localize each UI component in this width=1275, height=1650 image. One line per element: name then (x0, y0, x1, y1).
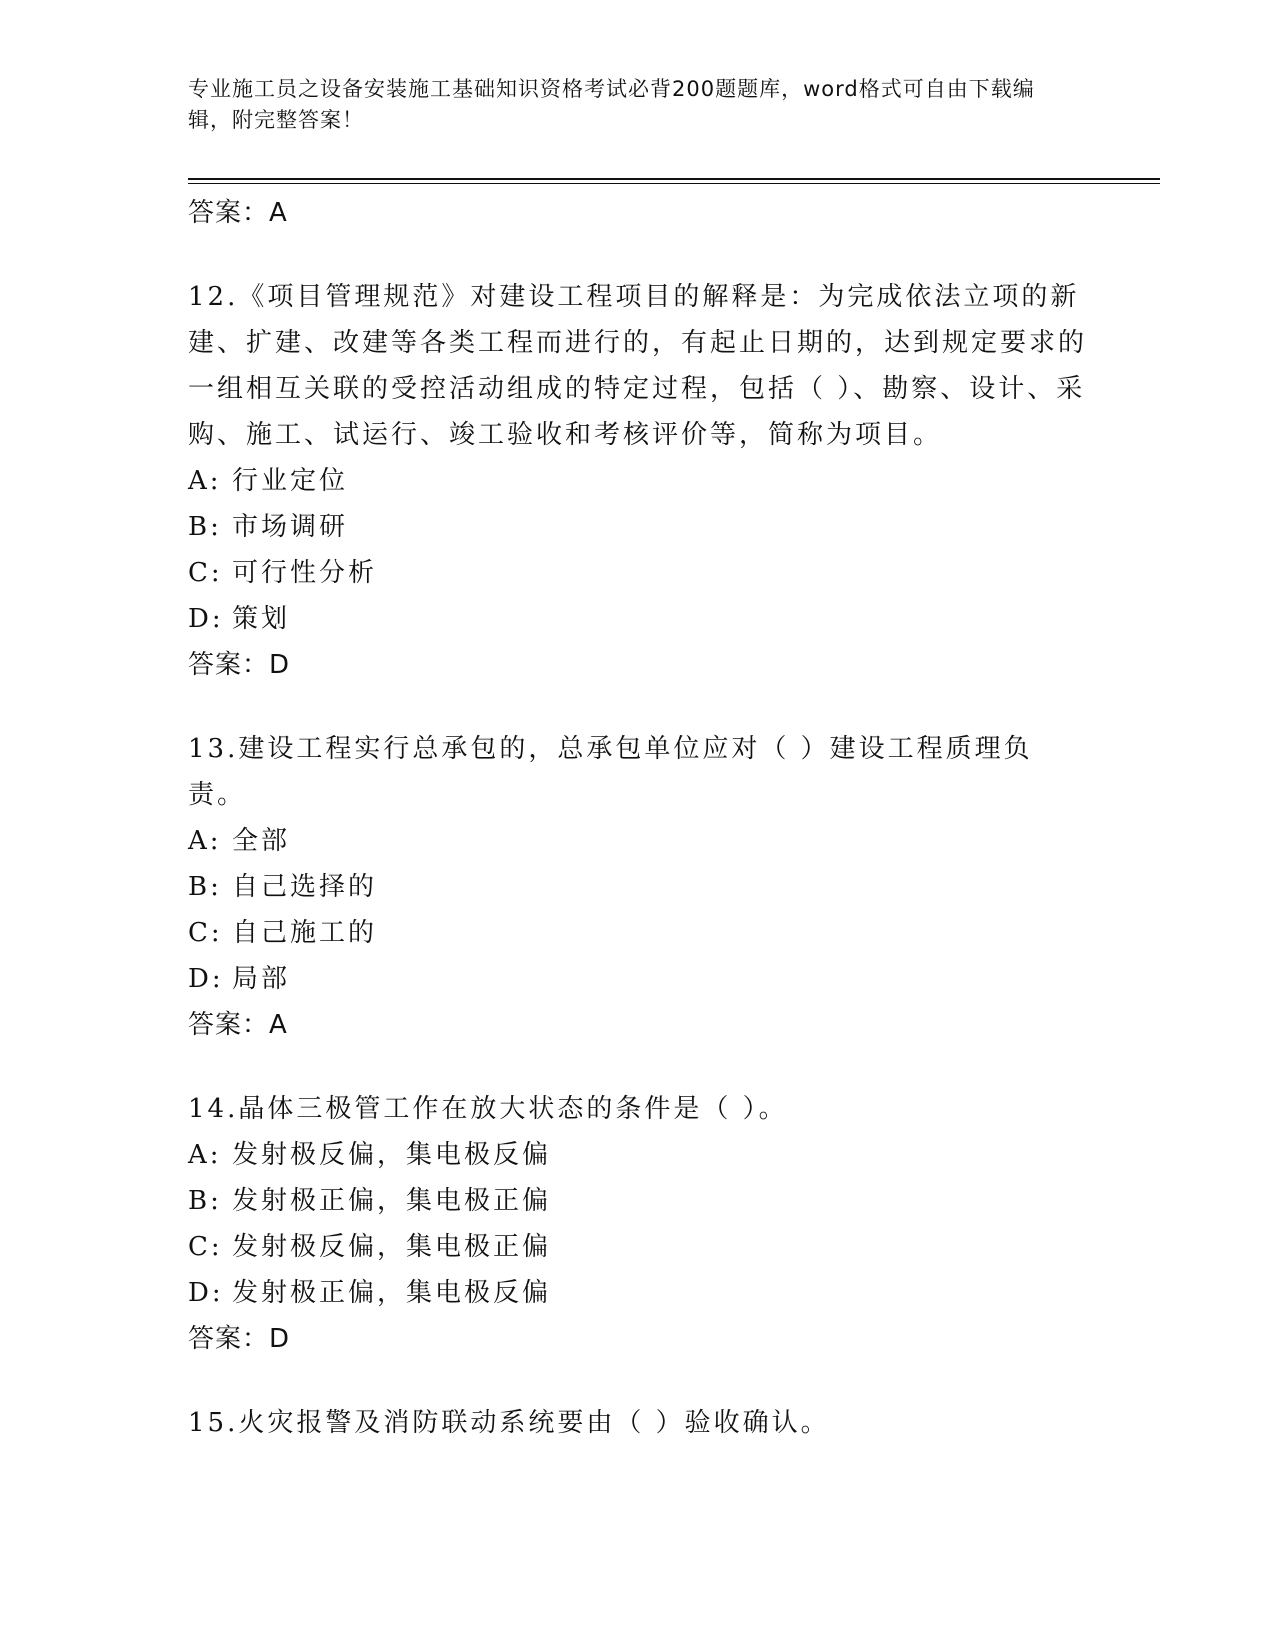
option-b (188, 864, 1088, 910)
question-stem: 15.火灾报警及消防联动系统要由（ ）验收确认。 (188, 1408, 830, 1438)
option-text: 自己选择的 (232, 872, 378, 902)
option-text: 全部 (232, 826, 291, 856)
option-text: 自己施工的 (232, 918, 378, 948)
option-key: C: (188, 1232, 223, 1262)
option-a (188, 1132, 1088, 1178)
question-stem: 12.《项目管理规范》对建设工程项目的解释是：为完成依法立项的新建、扩建、改建等各类工程而进行的，有起止日期的，达到规定要求的一组相互关联的受控活动组成的特定过程，包括（ ）、勘察、设计、采购、施工、试运行、竣工验收和考核评价等，简称为项目。 (188, 282, 1088, 450)
previous-answer: 答案：A (188, 198, 288, 228)
option-text: 局部 (232, 964, 291, 994)
option-d (188, 956, 1088, 1002)
header-divider-thin (188, 183, 1160, 184)
question-stem: 14.晶体三极管工作在放大状态的条件是（ ）。 (188, 1094, 788, 1124)
question-14 (188, 1086, 1088, 1362)
option-text: 发射极正偏，集电极正偏 (232, 1186, 552, 1216)
answer: 答案：A (188, 1010, 288, 1040)
option-a (188, 818, 1088, 864)
option-c (188, 1224, 1088, 1270)
option-c (188, 910, 1088, 956)
option-key: A: (188, 1140, 222, 1170)
question-12 (188, 274, 1088, 688)
option-text: 策划 (232, 604, 291, 634)
answer: 答案：D (188, 650, 291, 680)
option-c (188, 550, 1088, 596)
option-key: A: (188, 466, 222, 496)
question-13 (188, 726, 1088, 1048)
option-key: D: (188, 964, 224, 994)
question-15 (188, 1400, 1088, 1446)
page-header: 专业施工员之设备安装施工基础知识资格考试必背200题题库，word格式可自由下载编辑，附完整答案！ (188, 77, 1035, 132)
question-stem: 13.建设工程实行总承包的，总承包单位应对（ ）建设工程质理负责。 (188, 734, 1033, 810)
option-key: A: (188, 826, 222, 856)
option-d (188, 596, 1088, 642)
option-b (188, 504, 1088, 550)
option-key: C: (188, 558, 223, 588)
option-key: B: (188, 872, 222, 902)
option-text: 发射极反偏，集电极反偏 (232, 1140, 552, 1170)
option-d (188, 1270, 1088, 1316)
header-divider-thick (188, 178, 1160, 180)
option-text: 可行性分析 (232, 558, 378, 588)
option-text: 发射极反偏，集电极正偏 (232, 1232, 552, 1262)
question-list (188, 190, 1088, 1446)
option-key: D: (188, 1278, 224, 1308)
option-b (188, 1178, 1088, 1224)
option-text: 市场调研 (232, 512, 349, 542)
option-key: B: (188, 1186, 222, 1216)
option-key: C: (188, 918, 223, 948)
option-key: D: (188, 604, 224, 634)
option-a (188, 458, 1088, 504)
option-text: 发射极正偏，集电极反偏 (232, 1278, 552, 1308)
option-key: B: (188, 512, 222, 542)
option-text: 行业定位 (232, 466, 349, 496)
answer: 答案：D (188, 1324, 291, 1354)
